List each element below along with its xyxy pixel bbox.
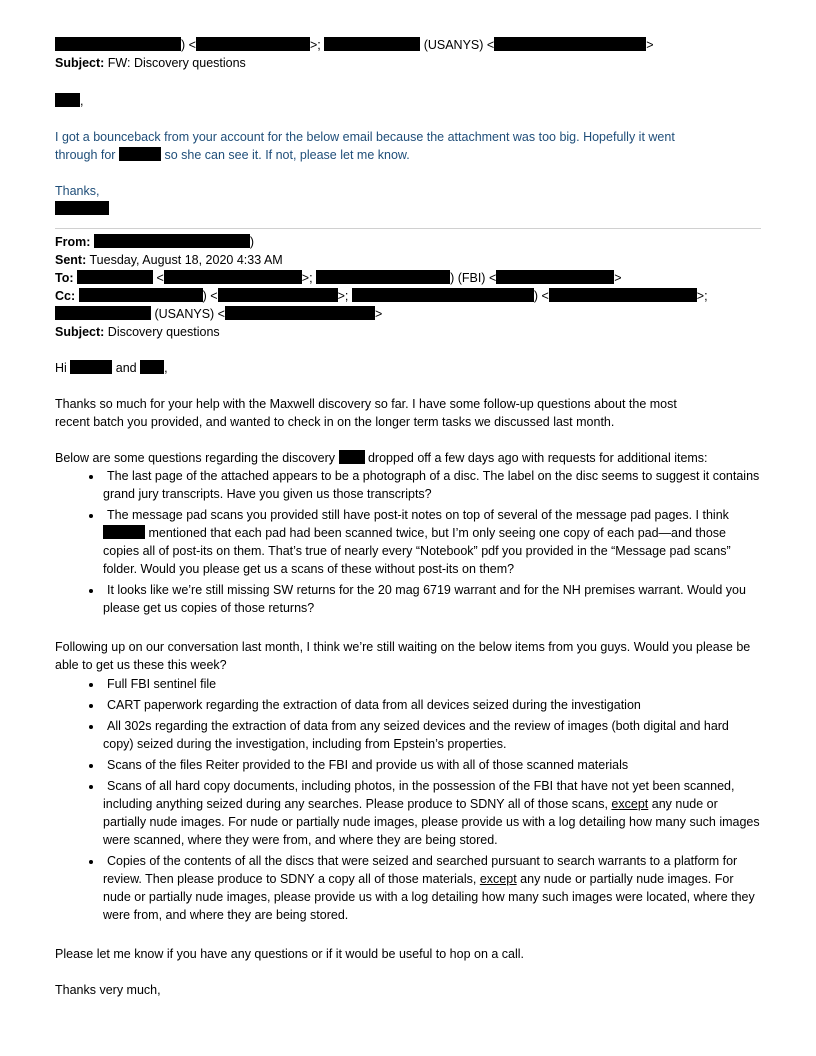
body-paragraph-3: Following up on our conversation last month, I think we’re still waiting on the below items from you guys. Would you please be able to get us these this week? bbox=[55, 640, 751, 672]
redaction bbox=[55, 93, 80, 107]
redaction bbox=[55, 306, 151, 320]
body-paragraph-2: Below are some questions regarding the discovery dropped off a few days ago with requests for additional items: bbox=[55, 451, 708, 465]
orig-from-line: From: ) bbox=[55, 235, 255, 249]
redaction bbox=[549, 288, 697, 302]
list-item: • The message pad scans you provided still have post-it notes on top of several of the message pad pages. I think mentioned that each pad had been scanned twice, but I’m only seeing one copy of each pad—and those copies all of post-its on them. That’s true of nearly every “Notebook” pdf you provided in the “Message pad scans” folder. Would you please get us a scans of these without post-its on them? bbox=[103, 506, 761, 578]
list-item: • Scans of the files Reiter provided to the FBI and provide us with all of those scanned materials bbox=[103, 756, 761, 774]
list-item: • The last page of the attached appears to be a photograph of a disc. The label on the disc seems to suggest it contains grand jury transcripts. Have you given us those transcripts? bbox=[103, 467, 761, 503]
redaction bbox=[164, 270, 302, 284]
redaction bbox=[79, 288, 203, 302]
email-document: ) < >; (USANYS) < > Subject: FW: Discovery questions , I got a bounceback from your account for the below email because the attachment was too big. Hopefully it went through for so she can see it. If not, please let me know. Thanks, From: ) Sent: Tuesday, August 18, 2020 4:33 AM To: < >; ) (FBI) < > Cc: ) < >; ) < >; (USANYS) < > Subject: Discovery questions Hi and , Thanks so much for your help with the Maxwell discovery so far. I have some follow-up questions about the most recent batch you provided, and wanted to check in on the longer term tasks we discussed last month. Below are some questions regarding the discovery dropped off a few days ago with requests for additional items: • The last page of the attached appears to be a photograph of a disc. The label on the disc seems to suggest it contains grand jury transcripts. Have you given us those transcripts? • The message pad scans you provided still have post-it notes on top of several of the message pad pages. I think mentioned that each pad had been scanned twice, but I’m only seeing one copy of each pad—and those copies all of post-its on them. That’s true of nearly every “Notebook” pdf you provided in the “Message pad scans” folder. Would you please get us a scans of these without post-its on them? • It looks like we’re still missing SW returns for the 20 mag 6719 warrant and for the NH premises warrant. Would you please get us copies of those returns? Following up on our conversation last month, I think we’re still waiting on the below items from you guys. Would you please be able to get us these this week? • Full FBI sentinel file • CART paperwork regarding the extraction of data from all devices seized during the investigation • All 302s regarding the extraction of data from any seized devices and the review of images (both digital and hard copy) seized during the investigation, including from Epstein’s properties. • Scans of the files Reiter provided to the FBI and provide us with all of those scanned materials • Scans of all hard copy documents, including photos, in the possession of the FBI that have not yet been scanned, including anything seized during any searches. Please produce to SDNY all of those scans, except any nude or partially nude images. For nude or partially nude images, please provide us with a log detailing how many such images were scanned, where they were from, and where they are being stored. • Copies of the contents of all the discs that were seized and searched pursuant to search warrants to a platform for review. Then please produce to SDNY a copy all of those materials, except any nude or partially nude images. For nude or partially nude images, please provide us with a log detailing how many such images were located, where they were from, and where they are being stored. Please let me know if you have any questions or if it would be useful to hop on a call. Thanks very much, bbox=[55, 36, 761, 999]
orig-to-line: To: < >; ) (FBI) < > bbox=[55, 271, 622, 285]
redaction bbox=[316, 270, 450, 284]
redaction bbox=[324, 37, 420, 51]
orig-cc-line-2: (USANYS) < > bbox=[55, 305, 761, 323]
redaction bbox=[103, 525, 145, 539]
header-subject-line: Subject: FW: Discovery questions bbox=[55, 56, 246, 70]
body-paragraph-1: Thanks so much for your help with the Maxwell discovery so far. I have some follow-up questions about the most bbox=[55, 397, 677, 411]
redaction bbox=[140, 360, 164, 374]
redaction bbox=[70, 360, 112, 374]
redaction bbox=[119, 147, 161, 161]
orig-sent-line: Sent: Tuesday, August 18, 2020 4:33 AM bbox=[55, 253, 283, 267]
orig-subject-line: Subject: Discovery questions bbox=[55, 325, 220, 339]
question-list bbox=[55, 467, 761, 617]
body-greeting: Hi and , bbox=[55, 361, 168, 375]
header-to-line: ) < >; (USANYS) < > bbox=[55, 36, 761, 54]
reply-body: I got a bounceback from your account for the below email because the attachment was too big. Hopefully it went through for so she can see it. If not, please let me know. Thanks, bbox=[55, 130, 675, 198]
list-item: • All 302s regarding the extraction of data from any seized devices and the review of images (both digital and hard copy) seized during the investigation, including from Epstein’s properties. bbox=[103, 717, 761, 753]
list-item: • Scans of all hard copy documents, including photos, in the possession of the FBI that have not yet been scanned, including anything seized during any searches. Please produce to SDNY all of those scans, except any nude or partially nude images. For nude or partially nude images, please provide us with a log detailing how many such images were scanned, where they were from, and where they are being stored. bbox=[103, 777, 761, 849]
redaction bbox=[196, 37, 310, 51]
redaction bbox=[225, 306, 375, 320]
redaction bbox=[496, 270, 614, 284]
redaction bbox=[494, 37, 646, 51]
divider bbox=[55, 228, 761, 229]
list-item: • Copies of the contents of all the discs that were seized and searched pursuant to search warrants to a platform for review. Then please produce to SDNY a copy all of those materials, except any nude or partially nude images. For nude or partially nude images, please provide us with a log detailing how many such images were located, where they were from, and where they are being stored. bbox=[103, 852, 761, 924]
redaction bbox=[339, 450, 365, 464]
reply-greeting: , bbox=[55, 92, 761, 110]
redaction bbox=[55, 37, 181, 51]
request-list bbox=[55, 675, 761, 924]
reply-signature bbox=[55, 200, 761, 218]
redaction bbox=[352, 288, 534, 302]
redaction bbox=[77, 270, 153, 284]
body-signoff: Thanks very much, bbox=[55, 983, 161, 997]
list-item: • It looks like we’re still missing SW returns for the 20 mag 6719 warrant and for the NH premises warrant. Would you please get us copies of those returns? bbox=[103, 581, 761, 617]
redaction bbox=[55, 201, 109, 215]
list-item: • Full FBI sentinel file bbox=[103, 675, 761, 693]
body-closing: Please let me know if you have any questions or if it would be useful to hop on a call. bbox=[55, 947, 525, 961]
list-item: • CART paperwork regarding the extraction of data from all devices seized during the investigation bbox=[103, 696, 761, 714]
redaction bbox=[218, 288, 338, 302]
redaction bbox=[94, 234, 250, 248]
orig-cc-line: Cc: ) < >; ) < >; bbox=[55, 289, 708, 303]
